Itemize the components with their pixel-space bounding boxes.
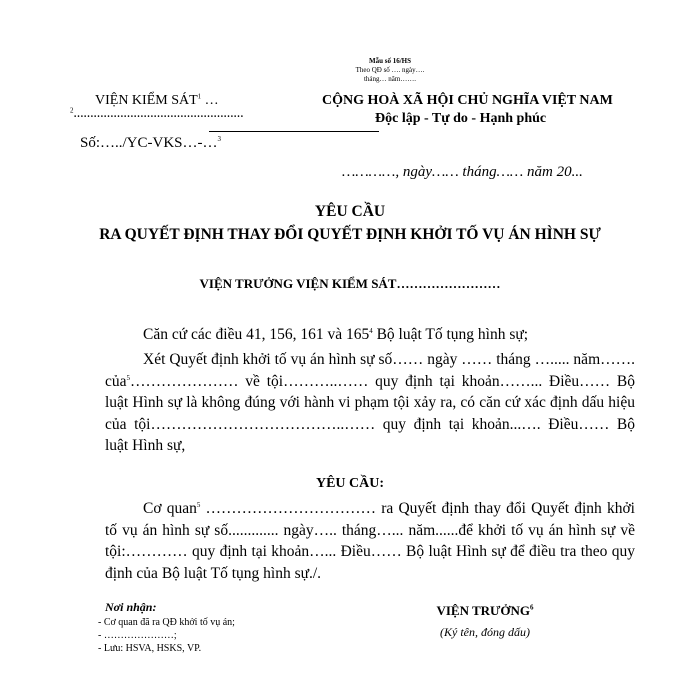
- request-paragraph: Cơ quan$^5$ …………………………… ra Quyết định thay đổi Quyết định khởi tố vụ án hình sự số............. ngày….. tháng…... năm......để khởi tố vụ án hình sự về tội:………… quy định tại khoản…... Điều…… Bộ luật Hình sự để điều tra theo quy định của Bộ luật Tố tụng hình sự./.: [105, 500, 635, 582]
- recipient-item: - Cơ quan đã ra QĐ khởi tố vụ án;: [98, 617, 235, 628]
- form-reference: Theo QĐ số …. ngày….: [355, 66, 425, 74]
- agency-sub-line: $^2$……………………………………………: [70, 106, 244, 120]
- national-title: CỘNG HOÀ XÃ HỘI CHỦ NGHĨA VIỆT NAM: [322, 93, 613, 108]
- signature-note: (Ký tên, đóng dấu): [440, 625, 530, 639]
- form-number: Mẫu số 16/HS: [368, 57, 411, 65]
- recipients-list: [98, 616, 235, 655]
- document-number: Số:…../YC-VKS…-…$^3$: [80, 135, 222, 151]
- document-title: YÊU CẦU: [314, 203, 386, 220]
- review-paragraph: Xét Quyết định khởi tố vụ án hình sự số…… ngày …… tháng …..... năm……. của$^5$………………… về tội………..…… quy định tại khoản……... Điều…… Bộ luật Hình sự là không đúng với hành vi phạm tội xảy ra, có căn cứ xác định dấu hiệu của tội………………………………..…… quy định tại khoản...…. Điều…… Bộ luật Hình sự,: [105, 351, 635, 454]
- form-number-note: [340, 57, 440, 84]
- national-motto: Độc lập - Tự do - Hạnh phúc: [375, 111, 547, 126]
- recipient-item: - Lưu: HSVA, HSKS, VP.: [98, 643, 202, 654]
- request-heading: YÊU CẦU:: [315, 476, 385, 491]
- recipients-heading: Nơi nhận:: [105, 600, 157, 614]
- issuer-line: VIỆN TRƯỞNG VIỆN KIỂM SÁT……………………: [199, 276, 501, 291]
- agency-name: VIỆN KIỂM SÁT$^1$ …: [95, 92, 219, 108]
- document-subtitle: RA QUYẾT ĐỊNH THAY ĐỔI QUYẾT ĐỊNH KHỞI TỐ VỤ ÁN HÌNH SỰ: [99, 226, 601, 243]
- recipient-item: - …………………;: [98, 630, 177, 641]
- signature-block: [405, 603, 565, 640]
- form-reference-date: tháng… năm…….: [363, 75, 417, 83]
- date-line: …………, ngày…… tháng…… năm 20...: [342, 164, 583, 180]
- header-rule: [209, 131, 379, 132]
- legal-basis-paragraph: Căn cứ các điều 41, 156, 161 và $165^4$ Bộ luật Tố tụng hình sự;: [143, 326, 529, 343]
- signature-title: VIỆN TRƯỞNG$^6$: [436, 603, 534, 618]
